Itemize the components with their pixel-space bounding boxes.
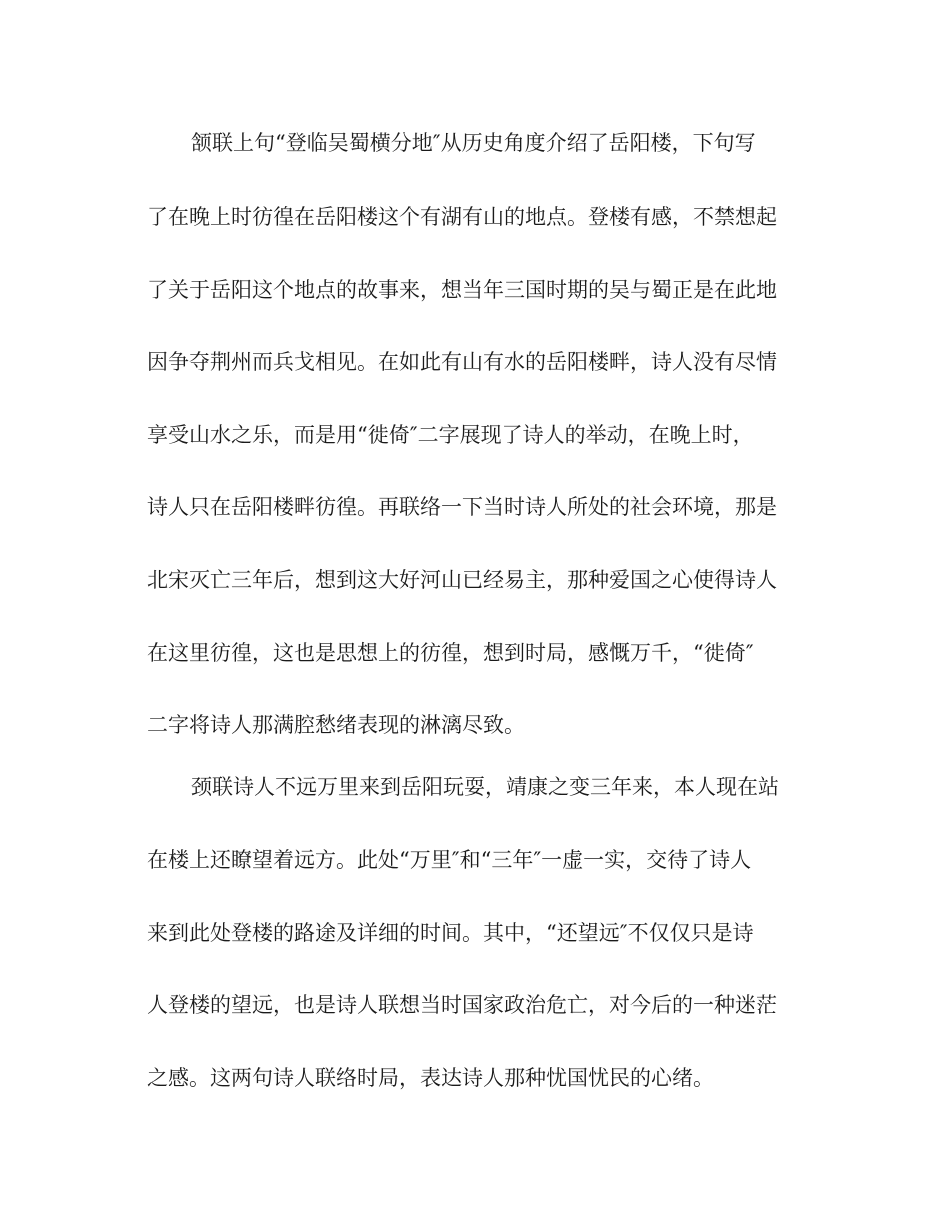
paragraph-line: 人登楼的望远，也是诗人联想当时国家政治危亡，对今后的一种迷茫 <box>147 993 777 1017</box>
paragraph-line: 了在晚上时彷徨在岳阳楼这个有湖有山的地点。登楼有感，不禁想起 <box>147 205 777 229</box>
paragraph-line: 了关于岳阳这个地点的故事来，想当年三国时期的吴与蜀正是在此地 <box>147 278 777 302</box>
paragraph-line: 二字将诗人那满腔愁绪表现的淋漓尽致。 <box>147 713 525 737</box>
paragraph-line: 颔联上句“登临吴蜀横分地″从历史角度介绍了岳阳楼，下句写 <box>191 131 756 155</box>
paragraph-line: 在楼上还瞭望着远方。此处“万里″和“三年″一虚一实，交待了诗人 <box>147 848 752 872</box>
paragraph-line: 颈联诗人不远万里来到岳阳玩耍，靖康之变三年来，本人现在站 <box>191 775 779 799</box>
paragraph-line: 在这里彷徨，这也是思想上的彷徨，想到时局，感慨万千，“徙倚″ <box>147 641 754 665</box>
paragraph-line: 北宋灭亡三年后，想到这大好河山已经易主，那种爱国之心使得诗人 <box>147 568 777 592</box>
paragraph-line: 来到此处登楼的路途及详细的时间。其中，“还望远″不仅仅只是诗 <box>147 921 754 945</box>
paragraph-line: 诗人只在岳阳楼畔彷徨。再联络一下当时诗人所处的社会环境，那是 <box>147 495 777 519</box>
paragraph-line: 享受山水之乐，而是用“徙倚″二字展现了诗人的举动，在晚上时， <box>147 423 754 447</box>
paragraph-line: 之感。这两句诗人联络时局，表达诗人那种忧国忧民的心绪。 <box>147 1066 714 1090</box>
paragraph-line: 因争夺荆州而兵戈相见。在如此有山有水的岳阳楼畔，诗人没有尽情 <box>147 350 777 374</box>
